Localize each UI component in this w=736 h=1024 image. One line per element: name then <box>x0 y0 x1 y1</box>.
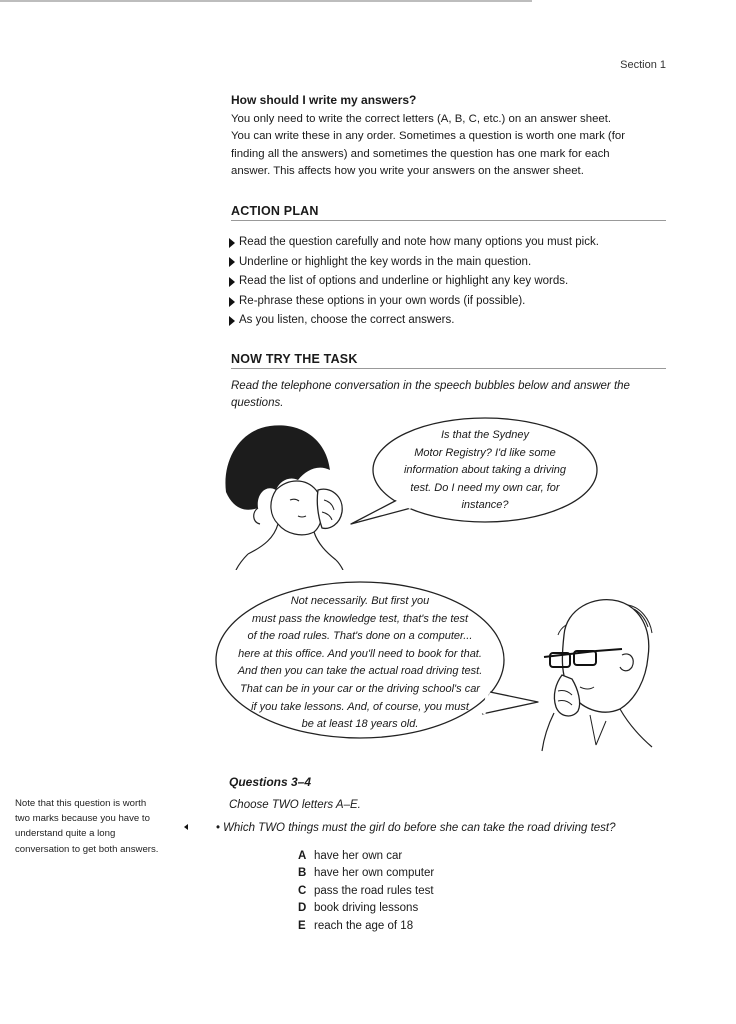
margin-note-line: conversation to get both answers. <box>15 843 159 855</box>
task-heading-block <box>231 352 666 370</box>
answer-option <box>298 900 434 917</box>
action-plan-item <box>229 233 669 253</box>
girl-on-phone-illustration <box>218 420 358 570</box>
option-letter: B <box>298 867 307 880</box>
man-bubble-text <box>214 593 506 734</box>
action-plan-item-text: Read the question carefully and note how many options you must pick. <box>239 236 599 248</box>
action-plan-heading: ACTION PLAN <box>231 204 319 218</box>
bubble-line: here at this office. And you'll need to book for that. <box>238 647 482 660</box>
answer-option <box>298 883 434 900</box>
bubble-line: information about taking a driving <box>403 464 567 477</box>
bubble-line: Is that the Sydney <box>440 429 530 441</box>
margin-note-line: Note that this question is worth <box>15 798 147 809</box>
section-label: Section 1 <box>620 59 666 71</box>
heading-rule <box>231 220 666 221</box>
top-rule <box>0 0 532 2</box>
bullet-dot-icon: • <box>216 822 221 834</box>
questions-instruction: Choose TWO letters A–E. <box>229 799 361 811</box>
task-heading: NOW TRY THE TASK <box>231 352 358 366</box>
action-plan-item <box>229 272 669 292</box>
action-plan-item-text: Read the list of options and underline or highlight any key words. <box>239 275 569 288</box>
action-plan-item-text: As you listen, choose the correct answers. <box>239 314 455 327</box>
intro-line: You only need to write the correct letters (A, B, C, etc.) on an answer sheet. <box>231 113 612 125</box>
option-letter: C <box>298 884 307 897</box>
bubble-line: And then you can take the actual road driving test. <box>237 665 483 678</box>
option-text: reach the age of 18 <box>314 919 414 932</box>
answer-option <box>298 918 434 935</box>
bubble-line: Not necessarily. But first you <box>290 595 430 607</box>
bubble-line: Motor Registry? I'd like some <box>414 446 556 459</box>
margin-note-line: two marks because you have to <box>15 813 150 825</box>
bubble-line: must pass the knowledge test, that's the test <box>251 612 469 625</box>
arrow-bullet-icon <box>229 257 235 267</box>
action-plan-heading-block <box>231 204 666 222</box>
option-text: book driving lessons <box>314 902 419 915</box>
heading-rule <box>231 368 666 369</box>
answer-option <box>298 865 434 882</box>
action-plan-item <box>229 311 669 331</box>
answer-options <box>298 848 434 935</box>
intro-line: answer. This affects how you write your answers on the answer sheet. <box>231 165 584 178</box>
margin-note-line: understand quite a long <box>15 828 116 840</box>
answer-option <box>298 848 434 865</box>
arrow-bullet-icon <box>229 277 235 287</box>
man-on-phone-illustration <box>536 595 666 755</box>
action-plan-item-text: Underline or highlight the key words in the main question. <box>239 255 532 268</box>
intro-body <box>231 111 671 181</box>
bubble-line: That can be in your car or the driving school's car <box>240 682 480 695</box>
margin-note <box>15 796 180 857</box>
question-prompt: Which TWO things must the girl do before she can take the road driving test? <box>223 822 616 834</box>
task-instruction-line: Read the telephone conversation in the speech bubbles below and answer the <box>231 380 630 392</box>
bubble-line: if you take lessons. And, of course, you must <box>251 700 469 713</box>
option-text: have her own car <box>314 850 403 862</box>
bubble-line: test. Do I need my own car, for <box>410 481 560 494</box>
questions-heading: Questions 3–4 <box>229 775 312 789</box>
option-text: have her own computer <box>314 867 435 880</box>
option-letter: D <box>298 902 307 915</box>
intro-line: You can write these in any order. Sometimes a question is worth one mark (for <box>231 130 626 143</box>
bubble-line: instance? <box>461 499 509 512</box>
bubble-line: be at least 18 years old. <box>301 718 419 731</box>
action-plan-list <box>229 233 669 331</box>
arrow-bullet-icon <box>229 297 235 307</box>
task-instruction-line: questions. <box>231 397 284 409</box>
option-text: pass the road rules test <box>314 884 434 897</box>
action-plan-item <box>229 292 669 312</box>
intro-line: finding all the answers) and sometimes the question has one mark for each <box>231 147 610 160</box>
arrow-bullet-icon <box>229 316 235 326</box>
task-instruction <box>231 378 671 412</box>
note-pointer-icon <box>184 824 188 830</box>
arrow-bullet-icon <box>229 238 235 248</box>
bubble-line: of the road rules. That's done on a computer... <box>247 630 473 643</box>
girl-bubble-text <box>370 427 600 515</box>
option-letter: E <box>298 919 306 932</box>
action-plan-item <box>229 253 669 273</box>
question-text <box>216 822 616 834</box>
intro-heading: How should I write my answers? <box>231 93 417 107</box>
action-plan-item-text: Re-phrase these options in your own words (if possible). <box>239 294 526 307</box>
option-letter: A <box>298 850 307 862</box>
